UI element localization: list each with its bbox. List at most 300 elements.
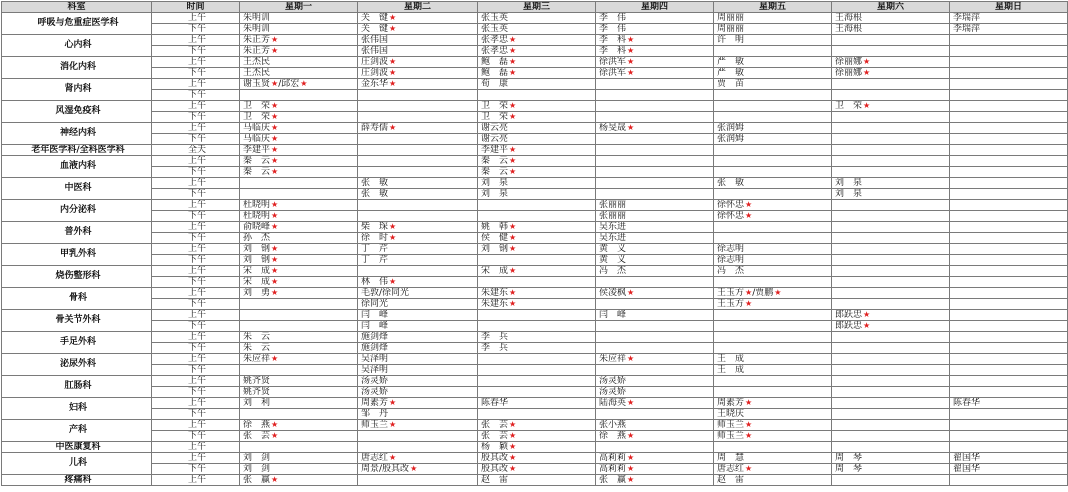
doctor-cell <box>832 299 950 310</box>
doctor-cell <box>478 321 596 332</box>
star-icon: ★ <box>627 475 635 484</box>
star-icon: ★ <box>627 123 635 132</box>
table-row <box>2 46 1068 57</box>
star-icon: ★ <box>509 112 517 121</box>
doctor-cell <box>832 90 950 101</box>
doctor-cell <box>478 112 596 123</box>
time-slot: 下午 <box>152 343 240 354</box>
doctor-name: 闫 峰 <box>599 309 627 320</box>
doctor-cell <box>832 79 950 90</box>
doctor-cell <box>832 167 950 178</box>
doctor-cell <box>358 420 478 431</box>
doctor-cell <box>950 233 1068 244</box>
doctor-name: 徐怀忠★ <box>717 211 753 221</box>
table-row <box>2 409 1068 420</box>
doctor-cell <box>358 79 478 90</box>
table-row <box>2 332 1068 343</box>
doctor-name: 张丽丽 <box>599 210 627 221</box>
doctor-cell <box>240 167 358 178</box>
doctor-name: 张孝忠★ <box>481 35 517 45</box>
doctor-name: 徐志明 <box>717 243 745 254</box>
doctor-name: 汤灵娇 <box>599 375 627 386</box>
doctor-name: 张丽丽 <box>599 199 627 210</box>
doctor-cell <box>478 431 596 442</box>
doctor-cell <box>832 442 950 453</box>
time-slot: 上午 <box>152 222 240 233</box>
doctor-name: 王杰民 <box>243 67 271 78</box>
schedule-body <box>2 13 1068 486</box>
doctor-cell <box>596 46 714 57</box>
doctor-name: 谢玉贤★ <box>243 79 279 89</box>
department-name: 甲乳外科 <box>2 244 152 266</box>
doctor-cell <box>714 475 832 486</box>
doctor-cell <box>714 442 832 453</box>
doctor-name: 张 敏 <box>361 188 389 199</box>
header-dept: 科室 <box>2 2 152 13</box>
department-name: 骨科 <box>2 288 152 310</box>
doctor-cell <box>714 57 832 68</box>
table-row <box>2 24 1068 35</box>
doctor-cell <box>714 332 832 343</box>
department-name: 神经内科 <box>2 123 152 145</box>
doctor-cell <box>240 365 358 376</box>
doctor-cell <box>596 112 714 123</box>
doctor-name: 姚齐贤 <box>243 375 271 386</box>
star-icon: ★ <box>745 398 753 407</box>
star-icon: ★ <box>627 354 635 363</box>
doctor-name: 谢云亮 <box>481 133 509 144</box>
star-icon: ★ <box>627 46 635 55</box>
doctor-name: 唐志红★ <box>361 453 397 463</box>
doctor-cell <box>240 464 358 475</box>
doctor-cell <box>596 178 714 189</box>
table-row <box>2 57 1068 68</box>
doctor-cell <box>596 398 714 409</box>
doctor-cell <box>240 57 358 68</box>
doctor-name: 杨 颖★ <box>481 442 517 452</box>
star-icon: ★ <box>271 222 279 231</box>
doctor-cell <box>478 13 596 24</box>
doctor-cell <box>832 233 950 244</box>
time-slot: 下午 <box>152 90 240 101</box>
doctor-name: 谢云亮 <box>481 122 509 133</box>
doctor-name: 王海根 <box>835 12 863 23</box>
doctor-name: 庄剑波★ <box>361 68 397 78</box>
doctor-cell <box>714 145 832 156</box>
header-wednesday: 星期三 <box>478 2 596 13</box>
doctor-cell <box>950 222 1068 233</box>
table-row <box>2 475 1068 486</box>
doctor-cell <box>596 156 714 167</box>
table-row <box>2 277 1068 288</box>
doctor-cell <box>832 365 950 376</box>
doctor-name: 孙 杰 <box>243 232 271 243</box>
table-row <box>2 68 1068 79</box>
department-name: 疼痛科 <box>2 475 152 486</box>
doctor-name: 翟国华 <box>953 452 981 463</box>
doctor-name: 刘 剑 <box>243 452 271 463</box>
doctor-cell <box>358 68 478 79</box>
doctor-name: 朱 云 <box>243 342 271 353</box>
header-saturday: 星期六 <box>832 2 950 13</box>
department-name: 骨关节外科 <box>2 310 152 332</box>
department-name: 内分泌科 <box>2 200 152 222</box>
doctor-cell <box>832 46 950 57</box>
star-icon: ★ <box>509 442 517 451</box>
table-row <box>2 167 1068 178</box>
doctor-name: 刘 勇★ <box>243 288 279 298</box>
doctor-cell <box>358 24 478 35</box>
doctor-name: 冯 杰 <box>717 265 745 276</box>
star-icon: ★ <box>863 310 871 319</box>
star-icon: ★ <box>271 134 279 143</box>
star-icon: ★ <box>863 321 871 330</box>
doctor-cell <box>950 145 1068 156</box>
doctor-name: 徐丽娜★ <box>835 68 871 78</box>
doctor-name: 刘 钢★ <box>243 244 279 254</box>
doctor-name: 刘 泉 <box>481 177 509 188</box>
doctor-cell <box>832 343 950 354</box>
doctor-name: 张玉英 <box>481 23 509 34</box>
star-icon: ★ <box>389 420 397 429</box>
table-row <box>2 310 1068 321</box>
doctor-cell <box>950 431 1068 442</box>
doctor-name: 张 敏 <box>361 177 389 188</box>
doctor-cell <box>832 354 950 365</box>
doctor-name: 朱正芳★ <box>243 35 279 45</box>
table-row <box>2 123 1068 134</box>
doctor-cell <box>832 398 950 409</box>
doctor-name: 徐怀忠★ <box>717 200 753 210</box>
doctor-cell <box>714 178 832 189</box>
doctor-cell <box>478 398 596 409</box>
doctor-cell <box>596 387 714 398</box>
table-row <box>2 156 1068 167</box>
doctor-cell <box>478 310 596 321</box>
doctor-cell <box>478 266 596 277</box>
header-time: 时间 <box>152 2 240 13</box>
table-row <box>2 101 1068 112</box>
table-row <box>2 431 1068 442</box>
doctor-cell <box>358 277 478 288</box>
doctor-cell <box>478 57 596 68</box>
doctor-cell <box>596 475 714 486</box>
doctor-cell <box>478 332 596 343</box>
table-row <box>2 178 1068 189</box>
doctor-cell <box>596 79 714 90</box>
star-icon: ★ <box>389 24 397 33</box>
doctor-cell <box>358 409 478 420</box>
doctor-cell <box>950 35 1068 46</box>
doctor-cell <box>478 387 596 398</box>
doctor-cell <box>358 299 478 310</box>
star-icon: ★ <box>509 101 517 110</box>
doctor-name: 周素芳★ <box>361 398 397 408</box>
star-icon: ★ <box>300 79 308 88</box>
time-slot: 上午 <box>152 354 240 365</box>
doctor-name: 朱明训 <box>243 12 271 23</box>
doctor-name: 朱建东★ <box>481 299 517 309</box>
doctor-cell <box>832 288 950 299</box>
doctor-cell <box>596 35 714 46</box>
doctor-name: 秦 云★ <box>481 156 517 166</box>
doctor-cell <box>478 222 596 233</box>
doctor-cell <box>240 321 358 332</box>
doctor-cell <box>240 420 358 431</box>
doctor-cell <box>240 288 358 299</box>
doctor-name: 张 芸★ <box>481 431 517 441</box>
doctor-cell <box>832 332 950 343</box>
doctor-cell <box>358 398 478 409</box>
doctor-cell <box>596 354 714 365</box>
header-thursday: 星期四 <box>596 2 714 13</box>
star-icon: ★ <box>509 222 517 231</box>
star-icon: ★ <box>271 79 279 88</box>
table-row <box>2 464 1068 475</box>
doctor-cell <box>478 255 596 266</box>
time-slot: 下午 <box>152 189 240 200</box>
doctor-name: 朱建东★ <box>481 288 517 298</box>
doctor-name: 丁 芹 <box>361 243 389 254</box>
doctor-cell <box>832 453 950 464</box>
star-icon: ★ <box>509 167 517 176</box>
star-icon: ★ <box>509 288 517 297</box>
doctor-cell <box>358 90 478 101</box>
doctor-cell <box>832 101 950 112</box>
doctor-name: 陈春华 <box>953 397 981 408</box>
doctor-cell <box>596 332 714 343</box>
doctor-name: 高莉莉★ <box>599 464 635 474</box>
doctor-cell <box>950 277 1068 288</box>
time-slot: 上午 <box>152 244 240 255</box>
doctor-cell <box>832 464 950 475</box>
doctor-cell <box>832 24 950 35</box>
doctor-cell <box>832 35 950 46</box>
doctor-name: 王海根 <box>835 23 863 34</box>
doctor-cell <box>358 376 478 387</box>
doctor-cell <box>950 156 1068 167</box>
doctor-name: 卫 荣★ <box>835 101 871 111</box>
doctor-cell <box>240 68 358 79</box>
doctor-cell <box>832 211 950 222</box>
doctor-cell <box>832 420 950 431</box>
doctor-cell <box>478 68 596 79</box>
doctor-cell <box>596 365 714 376</box>
star-icon: ★ <box>271 354 279 363</box>
star-icon: ★ <box>627 57 635 66</box>
doctor-cell <box>596 123 714 134</box>
doctor-name: 周丽丽 <box>717 23 745 34</box>
table-row <box>2 387 1068 398</box>
doctor-name: 严 敏 <box>717 67 745 78</box>
doctor-name: 刘 钢★ <box>243 255 279 265</box>
star-icon: ★ <box>627 431 635 440</box>
doctor-cell <box>240 178 358 189</box>
doctor-cell <box>596 90 714 101</box>
doctor-name: 姚齐贤 <box>243 386 271 397</box>
doctor-name: 唐志红★ <box>717 464 753 474</box>
doctor-cell <box>478 365 596 376</box>
doctor-name: 马临庆★ <box>243 123 279 133</box>
doctor-cell <box>596 189 714 200</box>
doctor-name: 庄剑波★ <box>361 57 397 67</box>
doctor-name: 刘 利 <box>243 397 271 408</box>
doctor-cell <box>832 321 950 332</box>
doctor-cell <box>714 310 832 321</box>
doctor-cell <box>358 387 478 398</box>
doctor-cell <box>478 453 596 464</box>
department-name: 老年医学科/全科医学科 <box>2 145 152 156</box>
doctor-name: 李瑞萍 <box>953 23 981 34</box>
doctor-cell <box>478 90 596 101</box>
doctor-name: 翟国华 <box>953 463 981 474</box>
star-icon: ★ <box>509 464 517 473</box>
doctor-cell <box>240 112 358 123</box>
doctor-cell <box>240 409 358 420</box>
doctor-cell <box>596 255 714 266</box>
doctor-name: 师玉兰★ <box>717 431 753 441</box>
table-row <box>2 200 1068 211</box>
doctor-name: 朱正芳★ <box>243 46 279 56</box>
header-friday: 星期五 <box>714 2 832 13</box>
star-icon: ★ <box>509 68 517 77</box>
doctor-cell <box>596 310 714 321</box>
time-slot: 上午 <box>152 475 240 486</box>
doctor-name: 吴泽明 <box>361 364 389 375</box>
table-row <box>2 189 1068 200</box>
doctor-cell <box>240 431 358 442</box>
doctor-name: 徐志明 <box>717 254 745 265</box>
doctor-name: 周 琴 <box>835 463 863 474</box>
doctor-cell <box>714 387 832 398</box>
time-slot: 上午 <box>152 35 240 46</box>
time-slot: 上午 <box>152 310 240 321</box>
time-slot: 下午 <box>152 112 240 123</box>
doctor-cell <box>596 57 714 68</box>
doctor-cell <box>832 112 950 123</box>
doctor-cell <box>358 244 478 255</box>
doctor-name: 师玉兰★ <box>717 420 753 430</box>
department-name: 产科 <box>2 420 152 442</box>
doctor-cell <box>714 321 832 332</box>
doctor-name: 周景 <box>361 464 380 474</box>
table-row <box>2 343 1068 354</box>
doctor-cell <box>596 343 714 354</box>
doctor-cell <box>358 233 478 244</box>
star-icon: ★ <box>389 13 397 22</box>
doctor-name: 刘 剑 <box>243 463 271 474</box>
doctor-cell <box>358 464 478 475</box>
doctor-cell <box>832 376 950 387</box>
table-row <box>2 266 1068 277</box>
outpatient-schedule-table <box>1 1 1068 486</box>
doctor-name: 刘 泉 <box>481 188 509 199</box>
doctor-cell <box>240 475 358 486</box>
doctor-name: 毛敦 <box>361 287 380 298</box>
doctor-cell <box>478 343 596 354</box>
doctor-cell <box>832 13 950 24</box>
star-icon: ★ <box>271 145 279 154</box>
doctor-cell <box>596 277 714 288</box>
doctor-cell <box>358 431 478 442</box>
doctor-name: 鲍 磊★ <box>481 57 517 67</box>
doctor-name: 王晓庆 <box>717 408 745 419</box>
department-name: 儿科 <box>2 453 152 475</box>
time-slot: 下午 <box>152 211 240 222</box>
doctor-name: 李 科★ <box>599 46 635 56</box>
doctor-cell <box>358 453 478 464</box>
doctor-cell <box>596 453 714 464</box>
time-slot: 下午 <box>152 321 240 332</box>
doctor-name: 张 敏 <box>717 177 745 188</box>
star-icon: ★ <box>389 453 397 462</box>
doctor-cell <box>596 442 714 453</box>
star-icon: ★ <box>271 123 279 132</box>
doctor-name: 朱应祥★ <box>243 354 279 364</box>
department-name: 普外科 <box>2 222 152 244</box>
doctor-cell <box>596 464 714 475</box>
doctor-name: 张伟国 <box>361 34 389 45</box>
doctor-cell <box>714 222 832 233</box>
doctor-name: 秦 云★ <box>243 167 279 177</box>
doctor-name: 李 科★ <box>599 35 635 45</box>
time-slot: 全天 <box>152 145 240 156</box>
doctor-cell <box>950 442 1068 453</box>
doctor-cell <box>240 244 358 255</box>
doctor-name: 卫 荣★ <box>243 101 279 111</box>
doctor-cell <box>832 409 950 420</box>
doctor-name: 关 键★ <box>361 24 397 34</box>
doctor-name: 卫 荣★ <box>243 112 279 122</box>
table-row <box>2 288 1068 299</box>
doctor-name: 张 芸★ <box>243 431 279 441</box>
star-icon: ★ <box>389 79 397 88</box>
doctor-cell <box>240 35 358 46</box>
doctor-cell <box>596 409 714 420</box>
doctor-cell <box>478 299 596 310</box>
doctor-cell <box>478 233 596 244</box>
doctor-name: 郎跃忠★ <box>835 310 871 320</box>
doctor-name: 师玉兰★ <box>361 420 397 430</box>
department-name: 中医康复科 <box>2 442 152 453</box>
time-slot: 下午 <box>152 409 240 420</box>
table-row <box>2 244 1068 255</box>
doctor-name: 刘 泉 <box>835 188 863 199</box>
doctor-name: 马临庆★ <box>243 134 279 144</box>
doctor-cell <box>478 101 596 112</box>
department-name: 血液内科 <box>2 156 152 178</box>
star-icon: ★ <box>745 420 753 429</box>
doctor-cell <box>950 13 1068 24</box>
time-slot: 上午 <box>152 79 240 90</box>
time-slot: 上午 <box>152 332 240 343</box>
doctor-name: 张润姆 <box>717 133 745 144</box>
doctor-name: 李建平★ <box>481 145 517 155</box>
star-icon: ★ <box>627 464 635 473</box>
doctor-name: 徐 燕★ <box>243 420 279 430</box>
doctor-cell <box>596 299 714 310</box>
doctor-cell <box>240 387 358 398</box>
star-icon: ★ <box>509 35 517 44</box>
star-icon: ★ <box>509 145 517 154</box>
doctor-cell <box>832 123 950 134</box>
doctor-cell <box>832 57 950 68</box>
table-row <box>2 222 1068 233</box>
doctor-name: 赵 雷 <box>481 474 509 485</box>
table-row <box>2 79 1068 90</box>
doctor-cell <box>832 387 950 398</box>
doctor-name: 杨旻晟★ <box>599 123 635 133</box>
